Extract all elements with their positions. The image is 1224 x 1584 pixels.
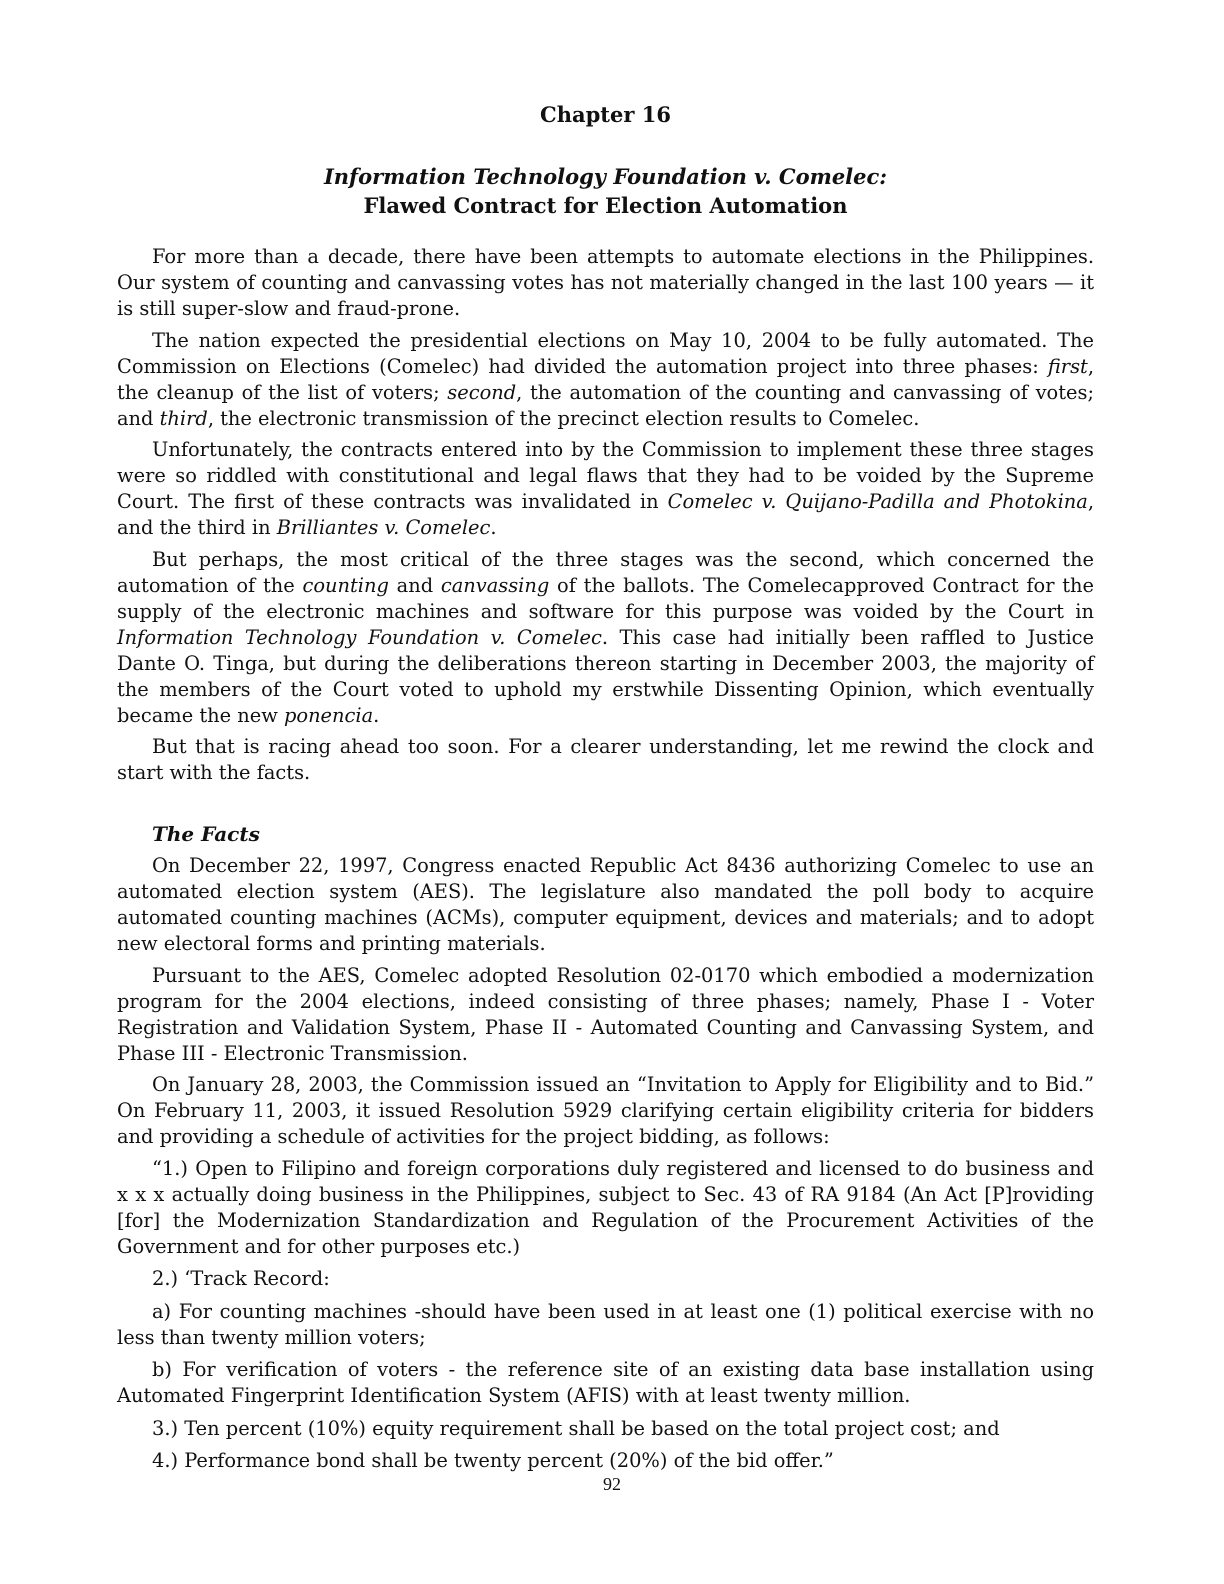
text-run: . bbox=[490, 516, 497, 539]
text-run: of the ballots. The Comelecapproved Contract for the supply of the electronic machines and software for this purpose was voided by the Court in bbox=[117, 573, 1094, 623]
italic-run: Comelec v. Quijano-Padilla and Photokina bbox=[667, 490, 1088, 513]
italic-run: counting bbox=[302, 573, 389, 597]
intro-paragraph bbox=[117, 437, 1094, 541]
text-run: , the automation of the counting and canvassing of votes; and bbox=[117, 380, 1094, 430]
text-run: Pursuant to the AES, Comelec adopted Resolution 02-0170 which embodied a modernization program for the 2004 elections, indeed consisting of three phases; namely, Phase I - Voter Registration and Validation System, Phase II - Automated Counting and Canvassing System, and Phase III - Electronic Transmission. bbox=[117, 963, 1094, 1065]
criteria-list bbox=[117, 1156, 1094, 1475]
text-run: On January 28, 2003, the Commission issued an “Invitation to Apply for Eligibility and to Bid.” On February 11, 2003, it issued Resolution 5929 clarifying certain eligibility criteria for bidders and providing a schedule of activities for the project bidding, as follows: bbox=[117, 1073, 1094, 1148]
text-run: The nation expected the presidential elections on May 10, 2004 to be fully automated. The Commission on Elections (Comelec) had divided the automation project into three phases: bbox=[117, 328, 1094, 378]
facts-paragraph bbox=[117, 963, 1094, 1067]
intro-paragraph bbox=[117, 244, 1094, 322]
italic-run: Brilliantes v. Comelec bbox=[276, 516, 491, 539]
facts-paragraph bbox=[117, 853, 1094, 957]
facts-paragraph bbox=[117, 1072, 1094, 1150]
section-heading-facts: The Facts bbox=[152, 822, 260, 846]
italic-run: Information Technology Foundation v. Comelec bbox=[117, 625, 602, 649]
criteria-item: 4.) Performance bond shall be twenty percent (20%) of the bid offer.” bbox=[152, 1449, 834, 1472]
text-run: Unfortunately, the contracts entered into by the Commission to implement these three stages were so riddled with constitutional and legal flaws that they had to be voided by the Supreme Court. The first of these contracts was invalidated in bbox=[117, 438, 1094, 513]
criteria-item: a) For counting machines -should have been used in at least one (1) political exercise with no less than twenty million voters; bbox=[117, 1299, 1094, 1349]
intro-paragraph bbox=[117, 547, 1094, 729]
criteria-item: “1.) Open to Filipino and foreign corporations duly registered and licensed to do business and x x x actually doing business in the Philippines, subject to Sec. 43 of RA 9184 (An Act [P]roviding [for] the Modernization Standardization and Regulation of the Procurement Activities of the Government and for other purposes etc.) bbox=[117, 1156, 1094, 1258]
criteria-item: 3.) Ten percent (10%) equity requirement shall be based on the total project cost; and bbox=[152, 1416, 1000, 1440]
page-number: 92 bbox=[603, 1474, 621, 1494]
document-page bbox=[117, 98, 1094, 1481]
chapter-subtitle bbox=[117, 162, 1094, 220]
italic-run: second bbox=[447, 380, 517, 404]
italic-run: ponencia bbox=[283, 703, 374, 727]
criteria-item: 2.) ‘Track Record: bbox=[152, 1267, 330, 1290]
text-run: For more than a decade, there have been attempts to automate elections in the Philippines. Our system of counting and canvassing votes has not materially changed in the last 100 years — it is still super-slow and fraud-prone. bbox=[117, 245, 1094, 320]
intro-section bbox=[117, 244, 1094, 786]
intro-paragraph bbox=[117, 734, 1094, 786]
text-run: . This case had initially been raffled to Justice Dante O. Tinga, but during the deliberations thereon starting in December 2003, the majority of the members of the Court voted to uphold my erstwhile Dissenting Opinion, which eventually became the new bbox=[117, 625, 1095, 727]
chapter-title: Chapter 16 bbox=[540, 102, 671, 127]
facts-section bbox=[117, 853, 1094, 1150]
italic-run: third bbox=[159, 406, 208, 430]
text-run: , the cleanup of the list of voters; bbox=[117, 354, 1094, 404]
text-run: But perhaps, the most critical of the three stages was the second, which concerned the automation of the bbox=[117, 547, 1094, 597]
subtitle-case-name: Information Technology Foundation v. Comelec: bbox=[323, 164, 888, 189]
text-run: But that is racing ahead too soon. For a clearer understanding, let me rewind the clock and start with the facts. bbox=[117, 735, 1094, 784]
text-run: . bbox=[373, 703, 380, 727]
text-run: On December 22, 1997, Congress enacted Republic Act 8436 authorizing Comelec to use an automated election system (AES). The legislature also mandated the poll body to acquire automated counting machines (ACMs), computer equipment, devices and materials; and to adopt new electoral forms and printing materials. bbox=[117, 854, 1094, 955]
intro-paragraph bbox=[117, 328, 1094, 432]
italic-run: first bbox=[1047, 354, 1088, 378]
text-run: and bbox=[388, 573, 441, 597]
text-run: , and the third in bbox=[117, 490, 1094, 539]
text-run: , the electronic transmission of the precinct election results to Comelec. bbox=[207, 406, 920, 430]
criteria-item: b) For verification of voters - the reference site of an existing data base installation using Automated Fingerprint Identification System (AFIS) with at least twenty million. bbox=[117, 1358, 1094, 1407]
italic-run: canvassing bbox=[440, 573, 550, 597]
subtitle-main: Flawed Contract for Election Automation bbox=[363, 193, 848, 218]
